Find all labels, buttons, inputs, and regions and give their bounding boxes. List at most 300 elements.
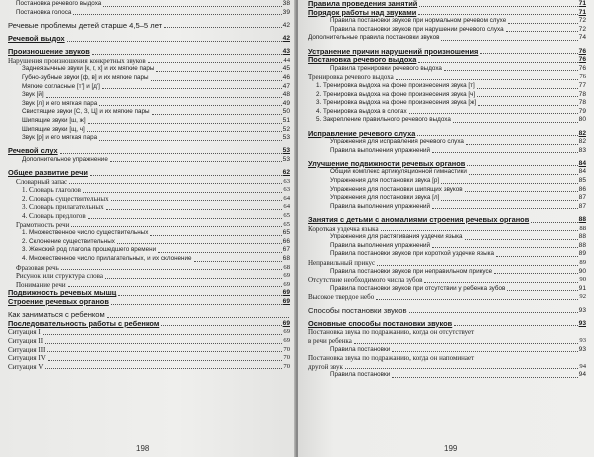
toc-entry-title: Фразовая речь xyxy=(16,263,59,272)
toc-entry-page: 90 xyxy=(578,267,586,275)
toc-entry-page: 76 xyxy=(578,64,586,72)
toc-entry-page: 93 xyxy=(579,336,586,344)
toc-entry xyxy=(308,65,586,74)
toc-entry xyxy=(8,147,290,156)
dot-leader xyxy=(376,298,578,300)
toc-entry-page: 63 xyxy=(283,186,290,194)
toc-entry xyxy=(308,73,586,82)
right-page xyxy=(298,0,594,457)
toc-entry-page: 53 xyxy=(282,155,290,163)
toc-entry-page: 89 xyxy=(578,250,586,258)
toc-entry xyxy=(8,246,290,255)
toc-entry xyxy=(8,48,290,57)
left-page xyxy=(0,0,296,457)
toc-entry xyxy=(308,276,586,285)
dot-leader xyxy=(494,272,578,274)
dot-leader xyxy=(99,104,281,106)
toc-entry-title: Ситуация I xyxy=(8,328,41,337)
toc-entry-page: 82 xyxy=(578,138,586,146)
dot-leader xyxy=(106,208,283,210)
toc-entry-page: 69 xyxy=(282,289,290,297)
toc-entry xyxy=(308,168,586,177)
dot-leader xyxy=(480,52,577,54)
toc-entry-page: 84 xyxy=(578,159,586,167)
toc-entry xyxy=(8,320,290,329)
toc-entry-title: Нарушения произношения конкретных звуков xyxy=(8,56,146,65)
toc-entry xyxy=(8,83,290,92)
dot-leader xyxy=(354,342,579,344)
left-toc xyxy=(8,0,290,371)
toc-entry xyxy=(8,134,290,143)
toc-entry xyxy=(308,354,586,363)
toc-entry-title: 3. Словарь прилагательных xyxy=(22,203,104,212)
toc-entry-page: 68 xyxy=(282,255,290,262)
toc-entry-page: 88 xyxy=(578,216,586,224)
toc-entry xyxy=(8,0,290,9)
toc-entry-page: 70 xyxy=(283,362,290,370)
toc-entry-title: Улучшение подвижности речевых органов xyxy=(308,158,466,168)
toc-entry-title: Дополнительное упражнение xyxy=(22,155,108,163)
toc-entry-page: 88 xyxy=(579,224,586,232)
dot-leader xyxy=(151,79,282,81)
toc-entry-page: 76 xyxy=(578,47,586,55)
toc-entry-title: Произношение звуков xyxy=(8,47,90,57)
toc-entry-page: 69 xyxy=(283,336,290,344)
toc-entry xyxy=(308,26,586,35)
toc-entry-page: 94 xyxy=(578,371,586,379)
toc-entry-title: Правила выполнения упражнений xyxy=(330,202,431,210)
toc-entry-title: Короткая уздечка языка xyxy=(308,224,379,233)
dot-leader xyxy=(102,87,282,89)
toc-entry-page: 92 xyxy=(579,293,586,301)
dot-leader xyxy=(392,350,577,352)
toc-entry-page: 42 xyxy=(282,21,290,29)
toc-entry-title: Словарный запас xyxy=(16,177,68,186)
toc-entry xyxy=(8,229,290,238)
toc-entry xyxy=(308,186,586,195)
toc-entry xyxy=(8,272,290,281)
toc-entry-title: 4. Множественное число прилагательных, и их склонение xyxy=(22,255,192,262)
toc-entry-title: Постановка звука по подражанию, когда он отсутствует xyxy=(308,328,475,337)
toc-entry-page: 67 xyxy=(282,246,290,254)
dot-leader xyxy=(148,61,283,63)
toc-entry-page: 51 xyxy=(282,116,290,124)
toc-entry-page: 82 xyxy=(578,129,586,137)
toc-entry xyxy=(8,74,290,83)
dot-leader xyxy=(417,134,577,136)
right-toc xyxy=(308,0,586,380)
toc-entry-title: Правила постановки звуков при неправильном прикусе xyxy=(330,267,493,275)
toc-entry xyxy=(308,259,586,268)
toc-entry-page: 47 xyxy=(282,82,290,90)
toc-entry-title: в речи ребенка xyxy=(308,336,352,345)
toc-entry xyxy=(308,216,586,225)
toc-entry-page: 66 xyxy=(282,237,290,245)
dot-leader xyxy=(465,238,578,240)
dot-leader xyxy=(92,53,282,55)
toc-entry-page: 94 xyxy=(579,362,586,370)
dot-leader xyxy=(111,199,283,201)
toc-entry-page: 80 xyxy=(578,116,586,124)
toc-entry-title: Упражнения для постановки звука [р] xyxy=(330,177,440,185)
dot-leader xyxy=(441,199,577,201)
toc-entry-page: 77 xyxy=(578,81,586,89)
dot-leader xyxy=(73,13,281,15)
toc-entry-title: 1. Словарь глаголов xyxy=(22,186,81,195)
toc-entry-page: 93 xyxy=(578,345,586,353)
toc-entry xyxy=(8,328,290,337)
dot-leader xyxy=(99,139,282,141)
dot-leader xyxy=(88,122,282,124)
toc-entry xyxy=(8,169,290,178)
toc-entry-page: 93 xyxy=(578,319,586,327)
toc-entry-page: 70 xyxy=(283,354,290,362)
toc-entry-title: Речевой слух xyxy=(8,146,58,156)
toc-entry xyxy=(8,363,290,372)
toc-entry xyxy=(8,178,290,187)
toc-entry-title: Как заниматься с ребенком xyxy=(8,310,105,320)
toc-entry xyxy=(8,35,290,44)
dot-leader xyxy=(68,285,283,287)
toc-entry-page: 69 xyxy=(283,328,290,336)
dot-leader xyxy=(83,191,282,193)
toc-entry-title: Шипящие звуки [щ, ч] xyxy=(22,125,85,133)
dot-leader xyxy=(45,342,282,344)
toc-entry-title: Отсутствие необходимого числа зубов xyxy=(308,276,423,285)
toc-entry-page: 71 xyxy=(578,8,586,16)
dot-leader xyxy=(45,367,282,369)
dot-leader xyxy=(506,30,578,32)
toc-entry-page: 44 xyxy=(283,56,290,64)
toc-entry-page: 93 xyxy=(578,306,586,314)
toc-entry-title: Правила постановки звуков при короткой уздечке языка xyxy=(330,250,494,258)
toc-entry-title: Строение речевых органов xyxy=(8,296,109,306)
toc-entry-title: Устранение причин нарушений произношения xyxy=(308,46,479,56)
toc-entry xyxy=(8,195,290,204)
toc-entry xyxy=(308,194,586,203)
dot-leader xyxy=(454,324,577,326)
toc-entry-title: Постановка голоса xyxy=(16,8,72,16)
toc-entry-page: 65 xyxy=(283,220,290,228)
toc-entry xyxy=(8,100,290,109)
dot-leader xyxy=(441,182,578,184)
toc-entry-title: 2. Словарь существительных xyxy=(22,194,109,203)
dot-leader xyxy=(396,78,579,80)
toc-entry xyxy=(308,250,586,259)
toc-entry-title: Звук [р] и его мягкая пара xyxy=(22,134,98,142)
dot-leader xyxy=(194,260,282,262)
toc-entry xyxy=(308,225,586,234)
toc-entry xyxy=(308,108,586,117)
toc-entry-page: 69 xyxy=(282,319,290,327)
toc-entry-title: Грамотность речи xyxy=(16,220,70,229)
dot-leader xyxy=(441,39,577,41)
dot-leader xyxy=(424,281,578,283)
toc-entry xyxy=(8,156,290,165)
dot-leader xyxy=(467,164,577,166)
toc-entry-title: 2. Склонение существительных xyxy=(22,237,115,245)
toc-entry-title: Основные способы постановки звуков xyxy=(308,318,453,328)
toc-entry xyxy=(308,56,586,65)
dot-leader xyxy=(477,95,577,97)
dot-leader xyxy=(477,87,578,89)
toc-entry xyxy=(8,264,290,273)
toc-entry-title: Рисунок или структура слова xyxy=(16,272,103,281)
dot-leader xyxy=(409,112,578,114)
toc-entry xyxy=(8,212,290,221)
toc-entry xyxy=(308,320,586,329)
dot-leader xyxy=(377,264,578,266)
toc-entry xyxy=(308,34,586,43)
toc-entry-page: 88 xyxy=(578,233,586,241)
dot-leader xyxy=(47,350,282,352)
toc-entry-page: 91 xyxy=(578,284,586,292)
toc-entry xyxy=(8,186,290,195)
toc-entry-title: Неправильный прикус xyxy=(308,259,376,267)
toc-entry xyxy=(308,337,586,346)
toc-entry-title: Подвижность речевых мышц xyxy=(8,288,117,298)
dot-leader xyxy=(478,104,578,106)
toc-entry-page: 88 xyxy=(578,241,586,249)
toc-entry-title: Правила выполнения упражнений xyxy=(330,241,431,249)
toc-entry-page: 84 xyxy=(578,168,586,176)
toc-entry-title: Ситуация V xyxy=(8,362,44,371)
toc-entry xyxy=(8,9,290,18)
dot-leader xyxy=(432,246,578,248)
dot-leader xyxy=(43,333,283,335)
toc-entry-title: Занятия с детьми с аномалиями строения речевых органов xyxy=(308,215,530,225)
dot-leader xyxy=(61,268,283,270)
toc-entry-title: Заднеязычные звуки [к, г, х] и их мягкие пары xyxy=(22,65,155,73)
dot-leader xyxy=(103,5,281,7)
toc-entry-page: 71 xyxy=(578,0,586,7)
toc-entry-title: Общий комплекс артикуляционной гимнастики xyxy=(330,168,467,176)
toc-entry-page: 42 xyxy=(282,34,290,42)
dot-leader xyxy=(67,40,282,42)
toc-entry xyxy=(308,17,586,26)
toc-entry-page: 87 xyxy=(578,202,586,210)
toc-entry-page: 48 xyxy=(282,91,290,99)
toc-entry-page: 69 xyxy=(283,272,290,280)
dot-leader xyxy=(90,174,282,176)
toc-entry-title: Шипящие звуки [ш, ж] xyxy=(22,116,86,124)
dot-leader xyxy=(164,26,282,28)
dot-leader xyxy=(469,173,578,175)
toc-entry-page: 68 xyxy=(283,263,290,271)
toc-entry-page: 72 xyxy=(578,25,586,33)
left-page-number: 198 xyxy=(136,444,150,453)
dot-leader xyxy=(466,143,578,145)
dot-leader xyxy=(531,221,577,223)
toc-entry xyxy=(8,203,290,212)
dot-leader xyxy=(419,5,577,7)
toc-entry-page: 53 xyxy=(282,147,290,155)
toc-entry-title: Речевой выдох xyxy=(8,33,65,43)
toc-entry-page: 83 xyxy=(578,146,586,154)
toc-entry xyxy=(308,371,586,380)
toc-entry-page: 43 xyxy=(282,48,290,56)
toc-entry xyxy=(8,346,290,355)
toc-entry xyxy=(308,363,586,372)
toc-entry xyxy=(308,177,586,186)
toc-entry-title: Звук [л] и его мягкая пара xyxy=(22,99,98,107)
toc-entry-title: 3. Тренировка выдоха на фоне произнесения звука [ж] xyxy=(316,99,477,107)
toc-entry xyxy=(8,354,290,363)
dot-leader xyxy=(418,13,577,15)
toc-entry-page: 64 xyxy=(283,203,290,211)
toc-entry-page: 78 xyxy=(578,99,586,107)
toc-entry xyxy=(308,130,586,139)
toc-entry xyxy=(308,138,586,147)
toc-entry-page: 69 xyxy=(283,280,290,288)
toc-entry-page: 53 xyxy=(282,134,290,142)
toc-entry-title: Ситуация IV xyxy=(8,354,46,363)
toc-entry xyxy=(308,91,586,100)
toc-entry xyxy=(8,108,290,117)
dot-leader xyxy=(111,303,282,305)
toc-entry-page: 87 xyxy=(578,194,586,202)
toc-entry xyxy=(8,91,290,100)
toc-entry xyxy=(8,57,290,66)
dot-leader xyxy=(507,289,577,291)
toc-entry-title: Порядок работы над звуками xyxy=(308,7,417,17)
toc-entry-title: Исправление речевого слуха xyxy=(308,128,416,138)
toc-entry-title: Речевые проблемы детей старше 4,5–5 лет xyxy=(8,20,163,30)
toc-entry-page: 38 xyxy=(282,0,290,7)
toc-entry xyxy=(308,346,586,355)
dot-leader xyxy=(88,217,283,219)
dot-leader xyxy=(381,229,579,231)
right-page-number: 199 xyxy=(444,444,458,453)
toc-entry-title: Правила проведения занятий xyxy=(308,0,418,8)
dot-leader xyxy=(465,190,578,192)
toc-entry-title: 1. Тренировка выдоха на фоне произнесения звука [т] xyxy=(316,81,475,89)
toc-entry-title: Звук [й] xyxy=(22,91,44,99)
dot-leader xyxy=(156,70,281,72)
toc-entry-title: Способы постановки звуков xyxy=(308,305,407,315)
toc-entry-title: Упражнения для постановки шипящих звуков xyxy=(330,185,463,193)
dot-leader xyxy=(118,294,281,296)
toc-entry-title: Правила постановки звуков при отсутствии у ребенка зубов xyxy=(330,284,506,292)
toc-entry-title: Постановка речевого выдоха xyxy=(16,0,102,7)
toc-entry-title: Упражнения для исправления речевого слуха xyxy=(330,138,464,146)
toc-entry xyxy=(308,233,586,242)
dot-leader xyxy=(158,251,282,253)
toc-entry-page: 79 xyxy=(578,107,586,115)
toc-entry-page: 74 xyxy=(578,34,586,42)
dot-leader xyxy=(409,311,578,313)
toc-entry-page: 78 xyxy=(578,90,586,98)
toc-entry-page: 85 xyxy=(578,177,586,185)
toc-entry-page: 89 xyxy=(579,259,586,266)
toc-entry xyxy=(8,126,290,135)
dot-leader xyxy=(48,359,283,361)
toc-entry-title: Постановка звука по подражанию, когда он напоминает xyxy=(308,354,475,363)
toc-entry-title: Правила постановки звуков при нормальном речевом слухе xyxy=(330,17,507,25)
dot-leader xyxy=(496,255,578,257)
toc-entry xyxy=(308,116,586,125)
toc-entry-page: 69 xyxy=(282,297,290,305)
dot-leader xyxy=(150,234,281,236)
toc-entry-page: 65 xyxy=(282,229,290,237)
toc-entry xyxy=(8,298,290,307)
toc-entry xyxy=(308,203,586,212)
toc-entry-title: Правила постановки звуков при нарушении речевого слуха xyxy=(330,25,504,33)
toc-entry-title: 1. Множественное число существительных xyxy=(22,229,149,237)
toc-entry-page: 72 xyxy=(578,17,586,25)
dot-leader xyxy=(107,316,289,318)
toc-entry xyxy=(8,117,290,126)
toc-entry-title: Постановка речевого выдоха xyxy=(308,55,417,65)
dot-leader xyxy=(105,277,282,279)
toc-entry-title: 4. Словарь предлогов xyxy=(22,212,86,221)
dot-leader xyxy=(71,225,282,227)
toc-entry-page: 62 xyxy=(282,169,290,177)
toc-entry xyxy=(308,268,586,277)
toc-entry xyxy=(308,307,586,316)
toc-entry xyxy=(308,99,586,108)
toc-entry xyxy=(8,337,290,346)
toc-entry-title: Упражнения для растягивания уздечки языка xyxy=(330,233,463,241)
toc-entry-page: 76 xyxy=(579,73,586,81)
toc-entry-page: 70 xyxy=(283,345,290,353)
toc-entry-title: Дополнительные правила постановки звуков xyxy=(308,34,440,42)
toc-entry-title: 2. Тренировка выдоха на фоне произнесения звука [ч] xyxy=(316,90,476,98)
dot-leader xyxy=(60,152,282,154)
dot-leader xyxy=(432,207,578,209)
toc-entry-title: Понимание речи xyxy=(16,280,66,289)
dot-leader xyxy=(69,182,282,184)
toc-entry-page: 86 xyxy=(578,185,586,193)
toc-entry-page: 63 xyxy=(283,177,290,185)
dot-leader xyxy=(392,376,577,378)
dot-leader xyxy=(152,113,282,115)
toc-entry-title: Правила тренировки речевого выдоха xyxy=(330,64,442,72)
toc-entry-title: Ситуация II xyxy=(8,336,44,345)
toc-entry-title: Правила постановки xyxy=(330,371,391,379)
toc-entry-page: 76 xyxy=(578,56,586,64)
toc-entry-page: 65 xyxy=(283,212,290,220)
toc-entry-title: 3. Женский род глагола прошедшего времени xyxy=(22,246,157,254)
dot-leader xyxy=(453,121,578,123)
toc-entry-title: Ситуация III xyxy=(8,345,46,354)
toc-entry-page: 50 xyxy=(282,108,290,116)
dot-leader xyxy=(345,367,579,369)
toc-entry-title: другой звук xyxy=(308,362,343,371)
dot-leader xyxy=(110,160,282,162)
dot-leader xyxy=(418,61,577,63)
toc-entry-title: Правила выполнения упражнений xyxy=(330,146,431,154)
dot-leader xyxy=(444,69,578,71)
toc-entry-title: Губно-зубные звуки [ф, в] и их мягкие пары xyxy=(22,73,149,81)
dot-leader xyxy=(46,96,282,98)
dot-leader xyxy=(432,151,578,153)
toc-entry-title: Общее развитие речи xyxy=(8,168,88,178)
toc-entry xyxy=(8,221,290,230)
toc-entry xyxy=(308,9,586,18)
toc-entry-page: 39 xyxy=(282,8,290,16)
toc-entry-title: Свистящие звуки [С, З, Ц] и их мягкие пары xyxy=(22,108,150,116)
toc-entry-page: 45 xyxy=(282,65,290,73)
dot-leader xyxy=(87,130,282,132)
toc-entry-title: Высокое твердое небо xyxy=(308,293,375,302)
toc-entry xyxy=(8,65,290,74)
toc-entry-page: 90 xyxy=(579,276,586,284)
dot-leader xyxy=(161,324,281,326)
toc-entry xyxy=(8,255,290,264)
toc-entry-title: Упражнения для постановки звука [л] xyxy=(330,194,440,202)
toc-entry-page: 64 xyxy=(283,194,290,202)
